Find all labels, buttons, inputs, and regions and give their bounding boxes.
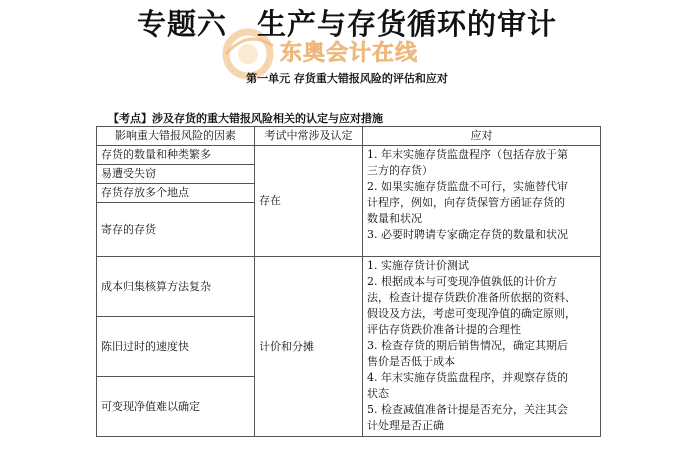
response-line: 售价是否低于成本 xyxy=(367,355,455,368)
page-title: 专题六 生产与存货循环的审计 xyxy=(136,7,557,41)
table-row xyxy=(97,146,601,165)
response-line: 计处理是否正确 xyxy=(367,419,444,432)
response-line: 2. 根据成本与可变现净值孰低的计价方 xyxy=(367,275,557,288)
response-line: 4. 年末实施存货监盘程序，并观察存货的 xyxy=(367,371,568,384)
response-line: 计程序，例如，向存货保管方函证存货的 xyxy=(367,196,565,209)
header-response: 应对 xyxy=(363,127,601,146)
response-line: 状态 xyxy=(367,387,389,400)
factor-cell: 易遭受失窃 xyxy=(97,165,255,184)
response-line: 3. 必要时聘请专家确定存货的数量和状况 xyxy=(367,228,568,241)
response-line: 1. 实施存货计价测试 xyxy=(367,259,469,272)
response-line: 假设及方法，考虑可变现净值的确定原则， xyxy=(367,307,576,320)
factor-cell: 成本归集核算方法复杂 xyxy=(97,257,255,317)
key-point-heading: 【考点】涉及存货的重大错报风险相关的认定与应对措施 xyxy=(108,112,383,125)
factor-cell: 可变现净值难以确定 xyxy=(97,377,255,437)
header-assertion: 考试中常涉及认定 xyxy=(255,127,363,146)
assertion-cell: 存在 xyxy=(255,146,363,257)
response-line: 三方的存货） xyxy=(367,164,433,177)
response-line: 2. 如果实施存货监盘不可行，实施替代审 xyxy=(367,180,568,193)
table-row xyxy=(97,257,601,317)
unit-subtitle: 第一单元 存货重大错报风险的评估和应对 xyxy=(246,72,448,85)
response-line: 评估存货跌价准备计提的合理性 xyxy=(367,323,521,336)
watermark-text: 东奥会计在线 xyxy=(280,41,419,66)
factor-cell: 存货的数量和种类繁多 xyxy=(97,146,255,165)
assertion-cell: 计价和分摊 xyxy=(255,257,363,437)
response-line: 3. 检查存货的期后销售情况，确定其期后 xyxy=(367,339,568,352)
response-cell xyxy=(363,146,601,257)
response-line: 数量和状况 xyxy=(367,212,422,225)
factor-cell: 寄存的存货 xyxy=(97,203,255,257)
risk-response-table xyxy=(96,126,601,437)
response-line: 5. 检查减值准备计提是否充分，关注其会 xyxy=(367,403,568,416)
response-line: 1. 年末实施存货监盘程序（包括存放于第 xyxy=(367,148,568,161)
response-cell xyxy=(363,257,601,437)
table-header-row xyxy=(97,127,601,146)
factor-cell: 陈旧过时的速度快 xyxy=(97,317,255,377)
response-line: 法，检查计提存货跌价准备所依据的资料、 xyxy=(367,291,576,304)
header-factor: 影响重大错报风险的因素 xyxy=(97,127,255,146)
factor-cell: 存货存放多个地点 xyxy=(97,184,255,203)
